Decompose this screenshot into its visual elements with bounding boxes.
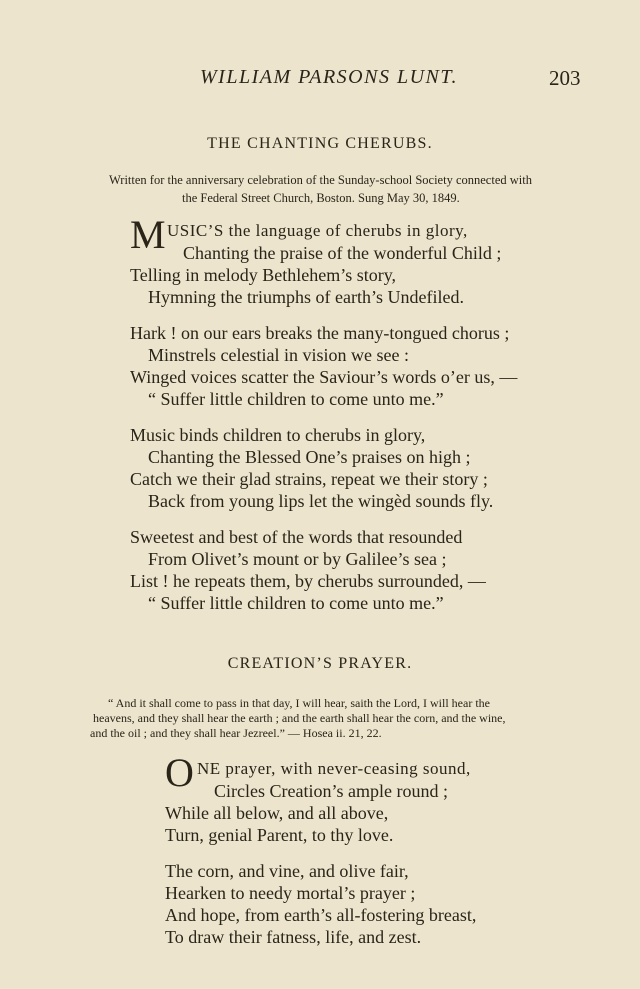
verse-line: Sweetest and best of the words that resounded	[130, 527, 463, 547]
verse-line: Minstrels celestial in vision we see :	[148, 345, 409, 365]
verse-line: The corn, and vine, and olive fair,	[165, 861, 409, 881]
verse-line: Chanting the Blessed One’s praises on high ;	[148, 447, 471, 467]
verse-line: Music binds children to cherubs in glory,	[130, 425, 426, 445]
verse-line: Hymning the triumphs of earth’s Undefiled.	[148, 287, 464, 307]
verse-line: Back from young lips let the wingèd sounds fly.	[148, 491, 494, 511]
verse-line: Turn, genial Parent, to thy love.	[165, 825, 394, 845]
poem-note-line: heavens, and they shall hear the earth ; and the earth shall hear the corn, and the wine,	[93, 711, 506, 725]
verse-line: Chanting the praise of the wonderful Child ;	[183, 243, 502, 263]
poem-title: CREATION’S PRAYER.	[227, 655, 413, 672]
page-number: 203	[549, 66, 581, 90]
poem-note-line: and the oil ; and they shall hear Jezreel.” — Hosea ii. 21, 22.	[90, 726, 382, 740]
verse-line: While all below, and all above,	[165, 803, 389, 823]
verse-line: Winged voices scatter the Saviour’s words o’er us, —	[130, 367, 518, 387]
verse-line: To draw their fatness, life, and zest.	[165, 927, 422, 947]
verse-line: Hark ! on our ears breaks the many-tongued chorus ;	[130, 323, 510, 343]
verse-line: From Olivet’s mount or by Galilee’s sea ;	[148, 549, 447, 569]
verse-line: USIC’S the language of cherubs in glory,	[167, 221, 468, 240]
poem-title: THE CHANTING CHERUBS.	[207, 135, 433, 152]
verse-line: Circles Creation’s ample round ;	[214, 781, 448, 801]
verse-line: List ! he repeats them, by cherubs surrounded, —	[130, 571, 486, 591]
poem-note-line: “ And it shall come to pass in that day, I will hear, saith the Lord, I will hear the	[108, 696, 490, 710]
drop-cap: M	[130, 212, 166, 257]
poem-note-line: Written for the anniversary celebration of the Sunday-school Society connected with	[109, 173, 532, 187]
running-title: WILLIAM PARSONS LUNT.	[200, 66, 459, 88]
verse-line: Telling in melody Bethlehem’s story,	[130, 265, 397, 285]
drop-cap: O	[165, 750, 194, 795]
verse-line: NE prayer, with never-ceasing sound,	[197, 759, 471, 778]
verse-line: “ Suffer little children to come unto me.”	[148, 389, 444, 409]
verse-line: Catch we their glad strains, repeat we their story ;	[130, 469, 488, 489]
verse-line: “ Suffer little children to come unto me.”	[148, 593, 444, 613]
poem-note-line: the Federal Street Church, Boston. Sung May 30, 1849.	[182, 191, 460, 205]
verse-line: And hope, from earth’s all-fostering breast,	[165, 905, 477, 925]
verse-line: Hearken to needy mortal’s prayer ;	[165, 883, 416, 903]
